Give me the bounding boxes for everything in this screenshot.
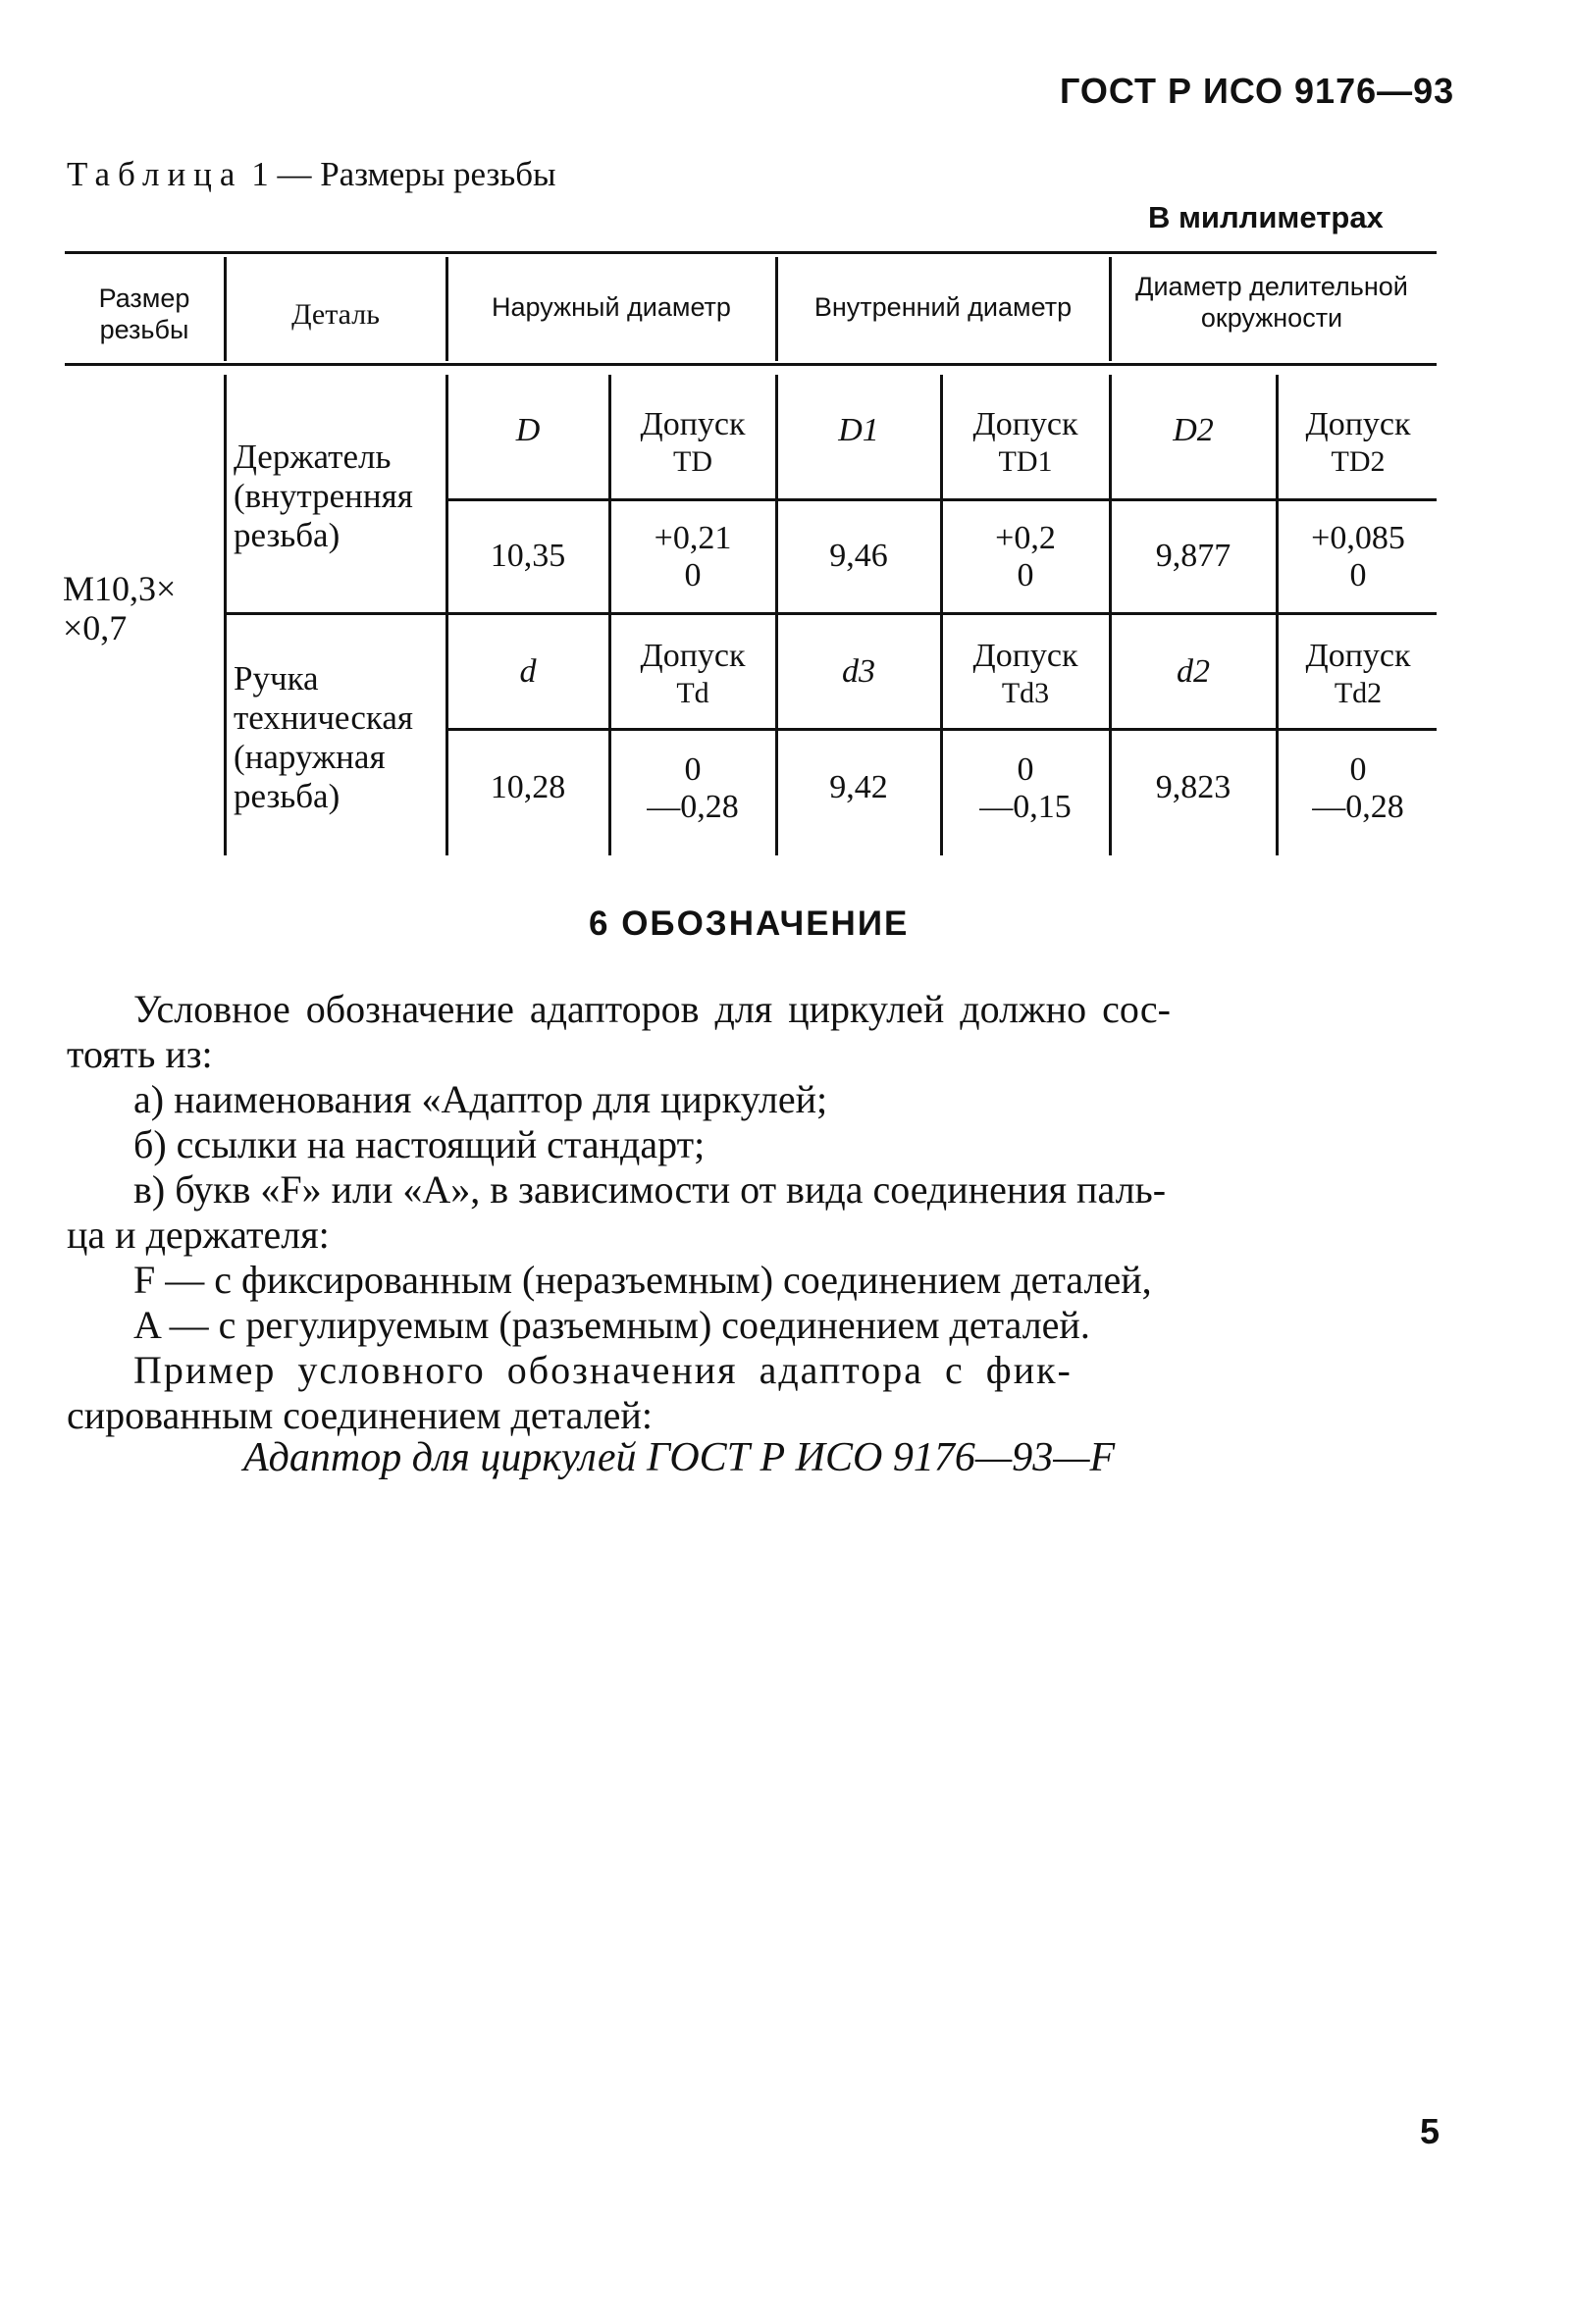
tolerance-label: Допуск: [640, 638, 746, 674]
header-divider: [224, 257, 227, 361]
table-caption: [67, 155, 556, 194]
body-divider: [1109, 375, 1112, 855]
tolerance-upper: 0: [1349, 751, 1367, 788]
outer-tolerance-handle: [612, 638, 773, 712]
document-header: ГОСТ Р ИСО 9176—93: [1060, 71, 1455, 111]
tolerance-upper: +0,2: [995, 520, 1056, 556]
tolerance-symbol: TD: [673, 445, 712, 478]
inner-value-handle: 9,42: [829, 769, 888, 805]
tolerance-lower: 0: [1017, 557, 1034, 594]
pitch-symbol-holder: D2: [1173, 412, 1214, 448]
body-line: ца и держателя:: [67, 1213, 330, 1257]
section-title: 6 ОБОЗНАЧЕНИЕ: [589, 904, 910, 943]
tolerance-upper: +0,21: [654, 520, 732, 556]
header-divider: [445, 257, 448, 361]
pitch-value-handle: 9,823: [1155, 769, 1231, 805]
tolerance-label: Допуск: [972, 406, 1078, 442]
outer-tolerance-holder: [612, 406, 773, 481]
pitch-value-holder: 9,877: [1155, 538, 1231, 574]
body-divider: [224, 375, 227, 855]
table-top-rule: [65, 251, 1437, 254]
body-divider: [940, 375, 943, 855]
tolerance-upper: 0: [684, 751, 702, 788]
tolerance-symbol: Td3: [1001, 677, 1050, 709]
part-name-handle: Ручка техническая (наружная резьба): [234, 659, 413, 815]
row-rule: [445, 728, 1437, 731]
pitch-symbol-handle: d2: [1177, 653, 1210, 690]
body-line: Пример условного обозначения адаптора с фик-: [133, 1348, 1073, 1392]
pitch-tolerance-holder: [1280, 406, 1437, 481]
column-header-part: Деталь: [291, 298, 380, 331]
column-header-pitch: Диаметр делительной окружности: [1135, 272, 1408, 333]
body-line: а) наименования «Адаптор для циркулей;: [133, 1077, 828, 1121]
tolerance-lower: 0: [684, 557, 702, 594]
body-line: б) ссылки на настоящий стандарт;: [133, 1122, 706, 1166]
body-line: F — с фиксированным (неразъемным) соединением деталей,: [133, 1258, 1152, 1302]
tolerance-label: Допуск: [1305, 638, 1411, 674]
inner-value-holder: 9,46: [829, 538, 888, 574]
body-line: Условное обозначение адапторов для циркулей должно сос-: [133, 987, 1171, 1031]
body-divider: [608, 375, 611, 855]
header-divider: [1109, 257, 1112, 361]
tolerance-label: Допуск: [640, 406, 746, 442]
body-line: A — с регулируемым (разъемным) соединением деталей.: [133, 1303, 1090, 1347]
body-line: в) букв «F» или «А», в зависимости от вида соединения паль-: [133, 1167, 1167, 1212]
tolerance-symbol: TD1: [998, 445, 1053, 478]
tolerance-lower: 0: [1349, 557, 1367, 594]
outer-tolerance-values-handle: [612, 751, 773, 826]
tolerance-symbol: TD2: [1331, 445, 1386, 478]
tolerance-symbol: Td: [676, 677, 709, 709]
inner-symbol-holder: D1: [838, 412, 879, 448]
body-line: тоять из:: [67, 1032, 213, 1076]
column-header-size: Размер резьбы: [98, 284, 190, 344]
inner-tolerance-holder: [944, 406, 1107, 481]
outer-symbol-handle: d: [519, 653, 537, 690]
tolerance-upper: 0: [1017, 751, 1034, 788]
row-rule: [224, 612, 1437, 615]
column-header-inner: Внутренний диаметр: [813, 292, 1073, 322]
part-name-holder: Держатель (внутренняя резьба): [234, 438, 413, 554]
table-header-rule: [65, 363, 1437, 366]
body-divider: [1276, 375, 1279, 855]
body-line: сированным соединением деталей:: [67, 1393, 653, 1437]
pitch-tolerance-values-holder: [1280, 520, 1437, 594]
pitch-tolerance-values-handle: [1280, 751, 1437, 826]
tolerance-label: Допуск: [972, 638, 1078, 674]
units-note: [1148, 200, 1384, 236]
tolerance-symbol: Td2: [1334, 677, 1383, 709]
tolerance-upper: +0,085: [1311, 520, 1405, 556]
inner-tolerance-values-handle: [944, 751, 1107, 826]
tolerance-lower: —0,15: [979, 789, 1072, 825]
thread-size-cell: M10,3× ×0,7: [63, 569, 177, 647]
outer-symbol-holder: D: [515, 412, 541, 448]
inner-tolerance-handle: [944, 638, 1107, 712]
example-designation: Адаптор для циркулей ГОСТ Р ИСО 9176—93—F: [243, 1435, 1116, 1480]
inner-tolerance-values-holder: [944, 520, 1107, 594]
column-header-outer: Наружный диаметр: [492, 292, 731, 322]
row-rule: [445, 498, 1437, 501]
body-divider: [775, 375, 778, 855]
tolerance-label: Допуск: [1305, 406, 1411, 442]
header-divider: [775, 257, 778, 361]
outer-tolerance-values-holder: [612, 520, 773, 594]
tolerance-lower: —0,28: [647, 789, 739, 825]
table-caption-prefix: Таблица: [67, 155, 243, 193]
units-text: В миллиметрах: [1148, 200, 1384, 234]
body-divider: [445, 375, 448, 855]
inner-symbol-handle: d3: [842, 653, 875, 690]
tolerance-lower: —0,28: [1312, 789, 1404, 825]
page-number: 5: [1420, 2111, 1441, 2151]
outer-value-handle: 10,28: [490, 769, 566, 805]
table-caption-title: 1 — Размеры резьбы: [251, 155, 556, 193]
outer-value-holder: 10,35: [490, 538, 566, 574]
pitch-tolerance-handle: [1280, 638, 1437, 712]
